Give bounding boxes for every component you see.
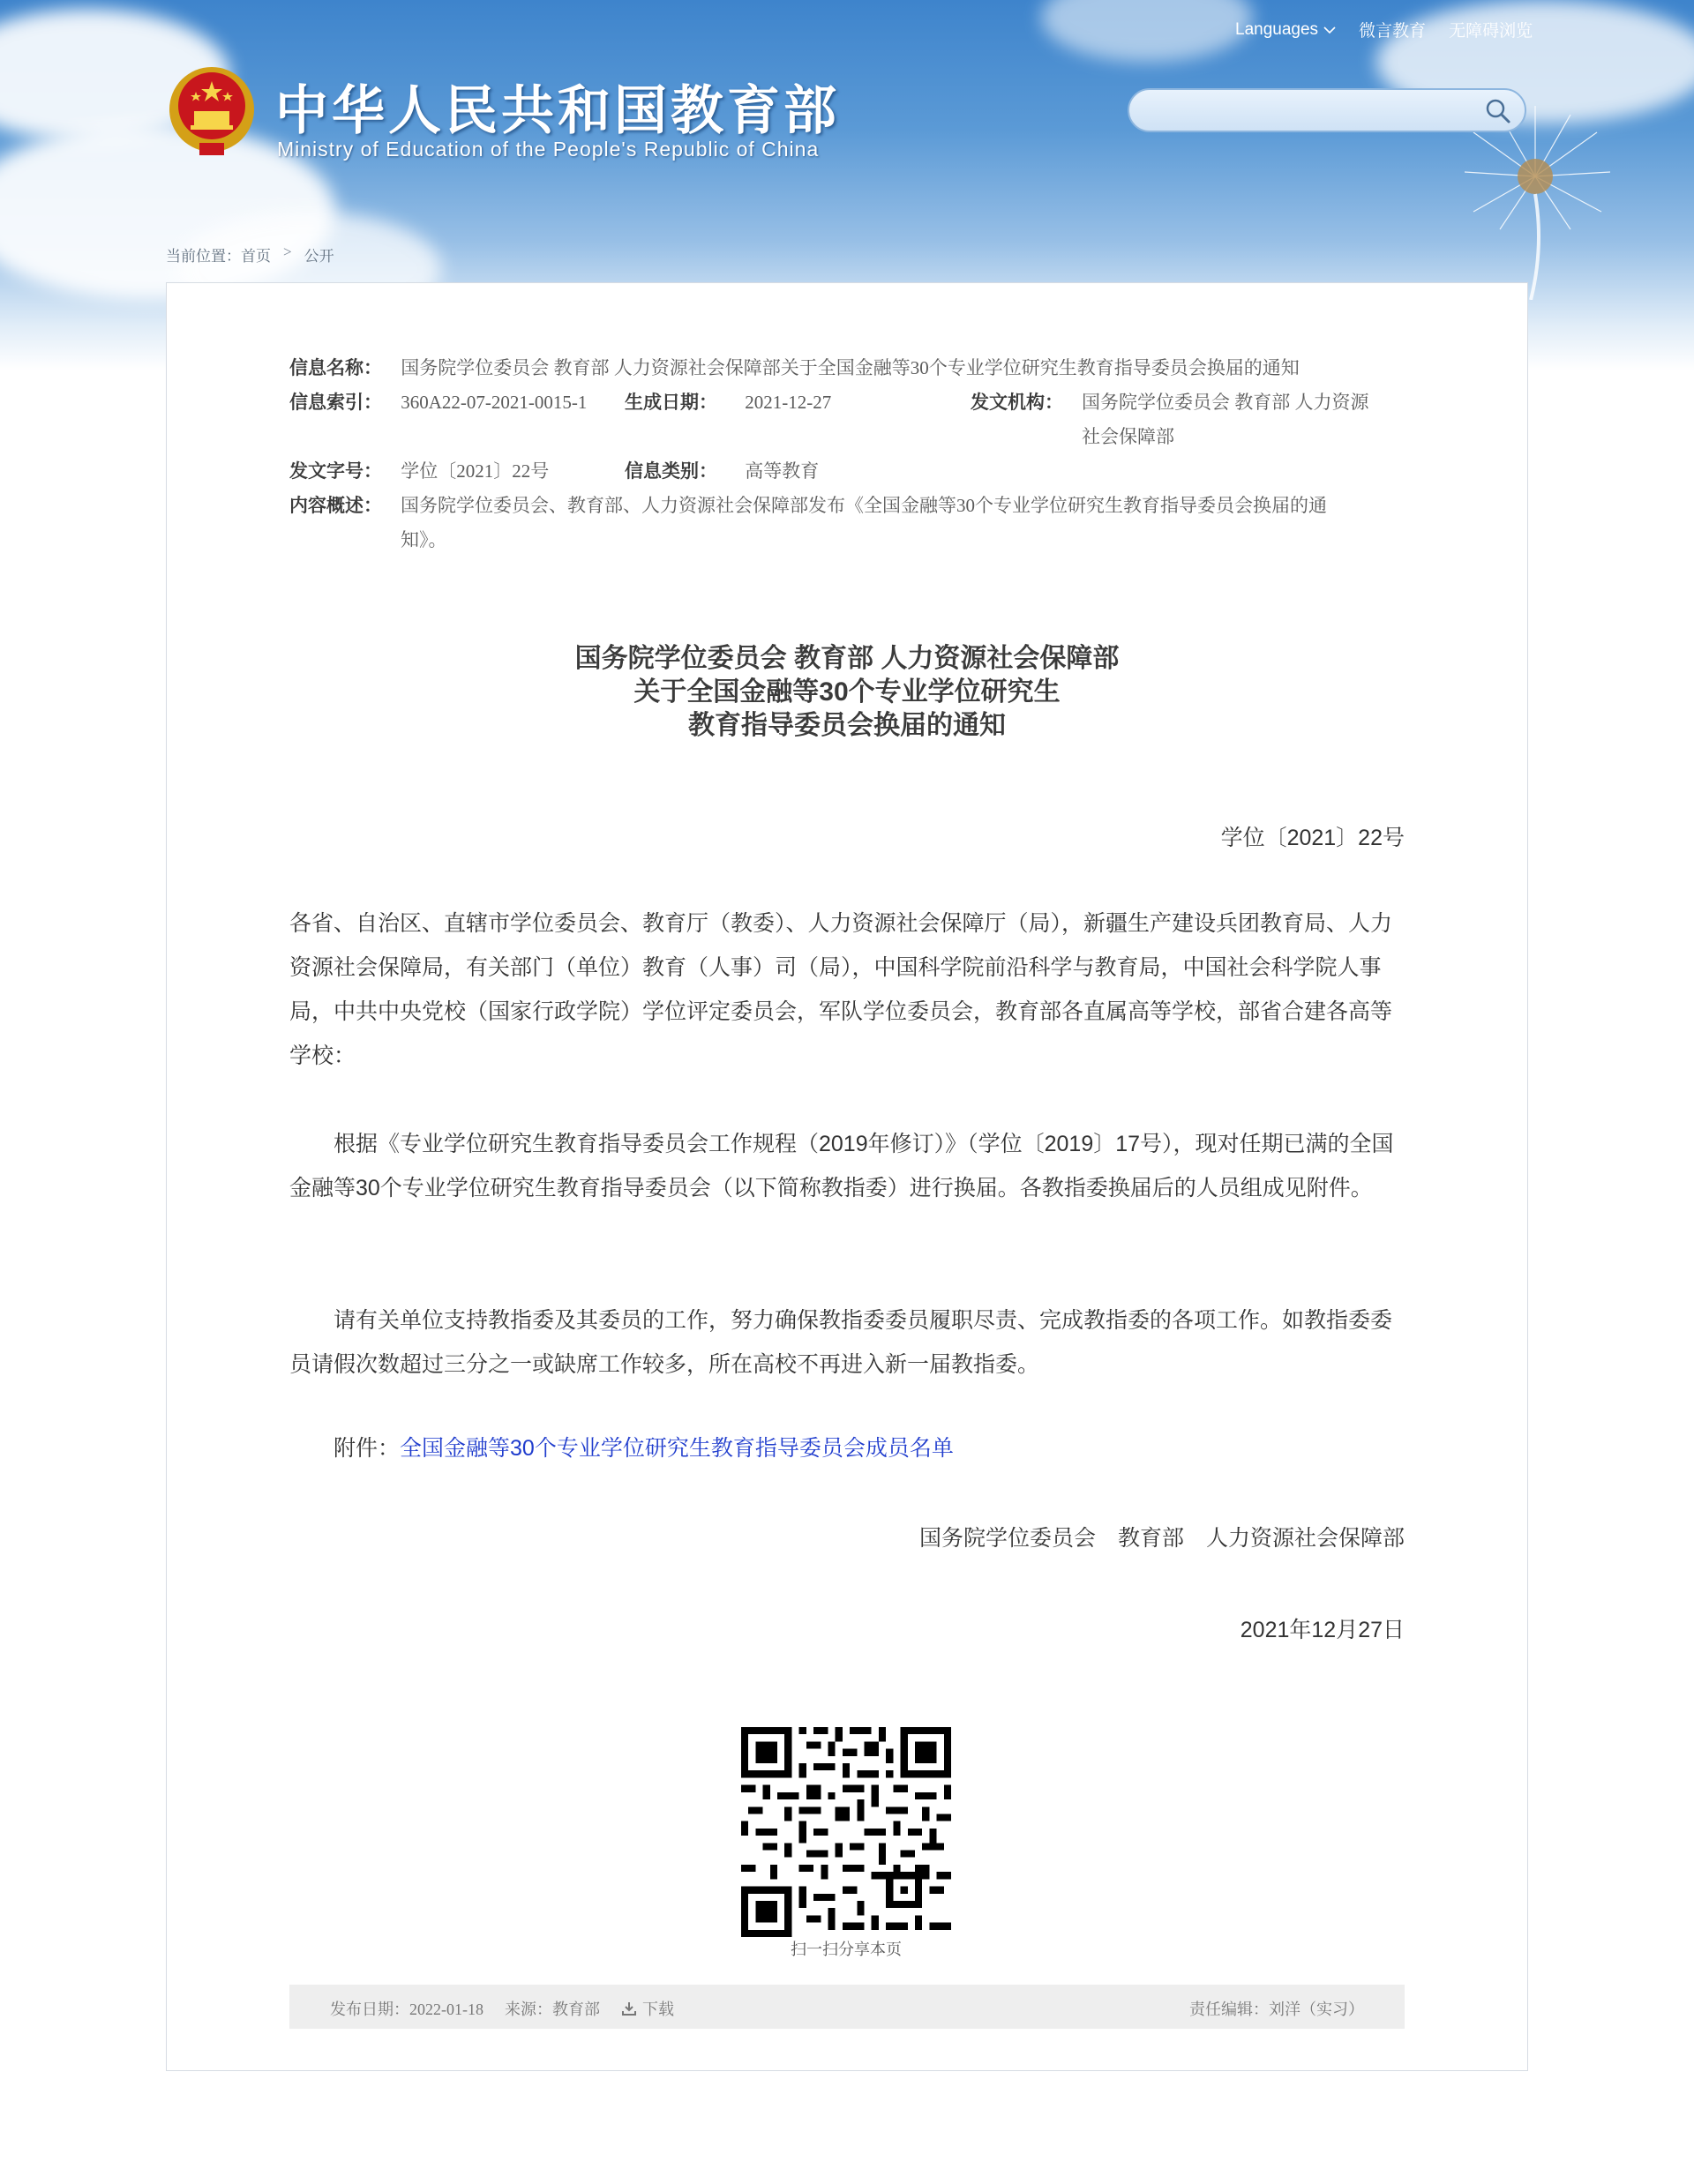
- search-box: [1128, 88, 1526, 132]
- article-title: [289, 642, 1405, 743]
- breadcrumb: [166, 243, 334, 266]
- meta-docno-label: 发文字号：: [289, 460, 382, 482]
- chevron-down-icon: [1323, 26, 1336, 34]
- publish-date-value: 2022-01-18: [409, 2001, 483, 2018]
- article-addressees: 各省、自治区、直辖市学位委员会、教育厅（教委）、人力资源社会保障厅（局），新疆生产建设兵团教育局、人力资源社会保障局，有关部门（单位）教育（人事）司（局），中国科学院前沿科学与教育局，中国社会科学院人事局，中共中央党校（国家行政学院）学位评定委员会，军队学位委员会，教育部各直属高等学校，部省合建各高等学校：: [289, 911, 1393, 1068]
- weiyan-link[interactable]: 微言教育: [1359, 22, 1427, 41]
- download-label: 下载: [642, 2001, 674, 2018]
- footer-left: [330, 1997, 674, 2020]
- breadcrumb-prefix: 当前位置：: [166, 248, 241, 265]
- attachment-link[interactable]: 全国金融等30个专业学位研究生教育指导委员会成员名单: [400, 1436, 954, 1461]
- meta-org-value-line1: 国务院学位委员会 教育部 人力资源: [1082, 392, 1369, 413]
- publish-date: [330, 1997, 483, 2020]
- article-date: 2021年12月27日: [1240, 1618, 1405, 1642]
- article-doc-number: 学位〔2021〕22号: [1220, 826, 1405, 850]
- source: [505, 1997, 600, 2020]
- search-icon[interactable]: [1484, 97, 1512, 125]
- meta-summary-line1: 国务院学位委员会、教育部、人力资源社会保障部发布《全国金融等30个专业学位研究生教育指导委员会换届的通: [401, 495, 1327, 516]
- article-title-line3: 教育指导委员会换届的通知: [688, 711, 1006, 740]
- meta-docno-value: 学位〔2021〕22号: [401, 460, 550, 482]
- meta-category-row: [625, 454, 819, 489]
- publish-date-label: 发布日期：: [330, 2001, 409, 2018]
- editor: [1189, 1997, 1364, 2020]
- meta-org-row: [971, 385, 1063, 420]
- article-paragraph-1: 根据《专业学位研究生教育指导委员会工作规程（2019年修订）》（学位〔2019〕17号），现对任期已满的全国金融等30个专业学位研究生教育指导委员会（以下简称教指委）进行换届。各教指委换届后的人员组成见附件。: [289, 1132, 1394, 1200]
- site-subtitle-en: Ministry of Education of the People's Republic of China: [277, 138, 820, 161]
- meta-summary-value: [401, 489, 1406, 557]
- meta-index-row: [289, 385, 587, 420]
- accessible-browse-link[interactable]: 无障碍浏览: [1449, 22, 1533, 41]
- meta-name-row: [289, 351, 1300, 385]
- meta-docno-row: [289, 454, 549, 489]
- article-footer-bar: [289, 1985, 1405, 2029]
- meta-date-label: 生成日期：: [625, 392, 717, 413]
- meta-name-value: 国务院学位委员会 教育部 人力资源社会保障部关于全国金融等30个专业学位研究生教育指导委员会换届的通知: [401, 357, 1300, 378]
- qr-caption: 扫一扫分享本页: [791, 1941, 902, 1958]
- meta-org-label: 发文机构：: [971, 392, 1063, 413]
- search-input[interactable]: [1147, 97, 1468, 125]
- download-icon: [621, 2001, 637, 2016]
- meta-name-label: 信息名称：: [289, 357, 382, 378]
- meta-index-value: 360A22-07-2021-0015-1: [401, 392, 588, 413]
- article-title-line2: 关于全国金融等30个专业学位研究生: [633, 677, 1061, 707]
- editor-label: 责任编辑：: [1189, 2001, 1269, 2018]
- national-emblem-icon[interactable]: [166, 62, 258, 161]
- article-paragraph-2: 请有关单位支持教指委及其委员的工作，努力确保教指委委员履职尽责、完成教指委的各项工作。如教指委委员请假次数超过三分之一或缺席工作较多，所在高校不再进入新一届教指委。: [289, 1308, 1393, 1377]
- meta-org-value-line2: 社会保障部: [1082, 426, 1174, 447]
- cloud-decoration: [1041, 0, 1253, 62]
- article-title-line1: 国务院学位委员会 教育部 人力资源社会保障部: [574, 644, 1120, 673]
- meta-summary-line2: 知》。: [401, 529, 447, 550]
- source-value: 教育部: [552, 2001, 600, 2018]
- meta-org-value: [1082, 385, 1369, 454]
- languages-dropdown[interactable]: [1235, 20, 1336, 40]
- meta-category-value: 高等教育: [745, 460, 820, 482]
- attachment: [334, 1431, 954, 1462]
- site-title[interactable]: 中华人民共和国教育部: [275, 81, 840, 140]
- download-button[interactable]: [621, 1997, 674, 2020]
- qr-code: [741, 1727, 951, 1937]
- meta-index-label: 信息索引：: [289, 392, 382, 413]
- breadcrumb-separator: >: [283, 243, 292, 260]
- meta-summary-row: [289, 489, 382, 523]
- breadcrumb-current-link[interactable]: 公开: [304, 248, 334, 265]
- source-label: 来源：: [505, 2001, 552, 2018]
- editor-value: 刘洋（实习）: [1269, 2001, 1364, 2018]
- meta-date-value: 2021-12-27: [745, 392, 832, 413]
- languages-label: Languages: [1235, 19, 1319, 39]
- article-signature: 国务院学位委员会 教育部 人力资源社会保障部: [918, 1526, 1405, 1551]
- attachment-label: 附件：: [334, 1436, 401, 1461]
- top-links: [1235, 18, 1533, 41]
- meta-category-label: 信息类别：: [625, 460, 717, 482]
- meta-date-row: [625, 385, 831, 420]
- meta-summary-label: 内容概述：: [289, 495, 382, 516]
- breadcrumb-home-link[interactable]: 首页: [241, 248, 271, 265]
